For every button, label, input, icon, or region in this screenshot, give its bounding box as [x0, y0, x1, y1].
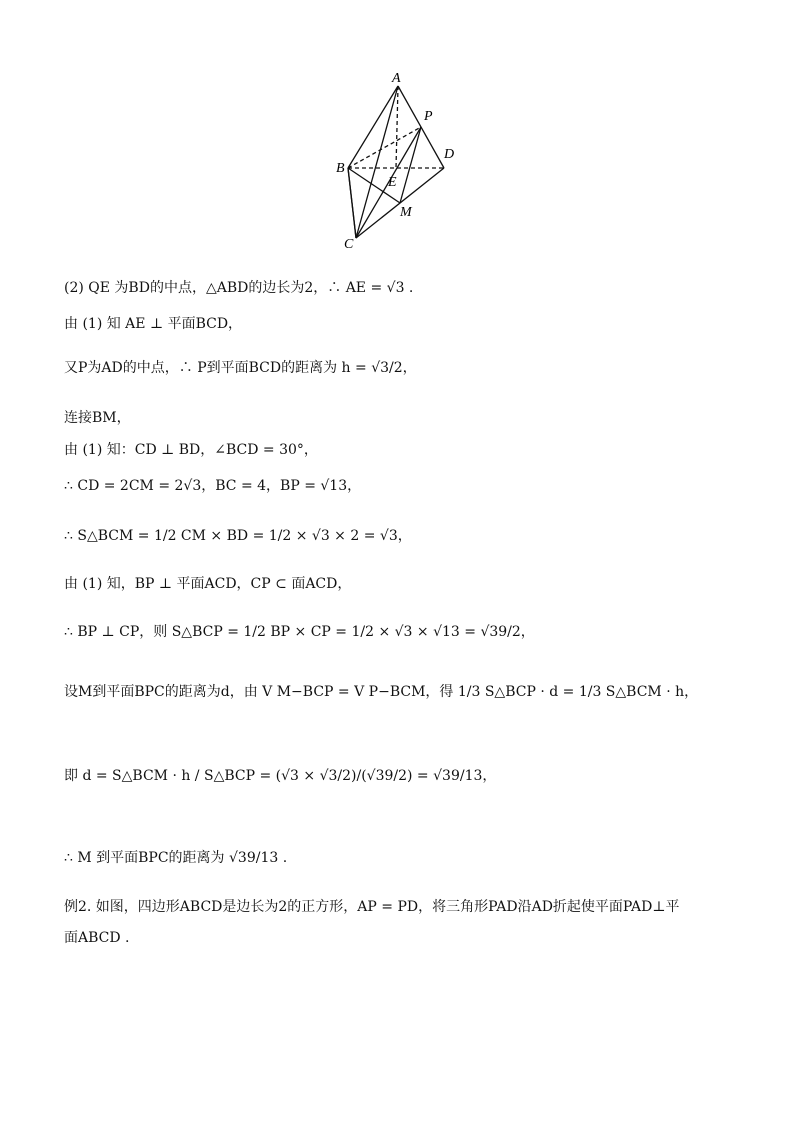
line-3: 又P为AD的中点，∴ P到平面BCD的距离为 h = √3/2， [64, 360, 417, 376]
label-M: M [400, 205, 412, 220]
line-9: ∴ BP ⊥ CP，则 S△BCP = 1/2 BP × CP = 1/2 × √3 × √13 = √39/2， [64, 624, 535, 640]
tetrahedron-figure [320, 64, 480, 254]
line-2: 由 (1) 知 AE ⊥ 平面BCD， [64, 316, 243, 332]
line-7: ∴ S△BCM = 1/2 CM × BD = 1/2 × √3 × 2 = √3， [64, 528, 412, 544]
tetrahedron-diagram [320, 64, 480, 254]
label-E: E [388, 175, 397, 190]
line-11: 即 d = S△BCM · h / S△BCP = (√3 × √3/2)/(√39/2) = √39/13， [64, 768, 497, 784]
line-8: 由 (1) 知，BP ⊥ 平面ACD，CP ⊂ 面ACD， [64, 576, 352, 592]
line-12: ∴ M 到平面BPC的距离为 √39/13 . [64, 850, 288, 866]
edge-CA [356, 86, 398, 238]
line-6: ∴ CD = 2CM = 2√3，BC = 4，BP = √13， [64, 478, 362, 494]
line-4: 连接BM， [64, 410, 131, 426]
edge-MP [400, 127, 421, 203]
line-5: 由 (1) 知：CD ⊥ BD，∠BCD = 30°， [64, 442, 318, 458]
edge-AB [348, 86, 398, 168]
line-10: 设M到平面BPC的距离为d，由 V M−BCP = V P−BCM，得 1/3 S△BCP · d = 1/3 S△BCM · h， [64, 684, 699, 700]
label-B: B [336, 161, 345, 176]
edge-BC2 [348, 168, 356, 238]
label-A: A [392, 71, 401, 86]
line-1: (2) QE 为BD的中点，△ABD的边长为2，∴ AE = √3 . [64, 280, 414, 296]
label-C: C [344, 237, 354, 252]
line-14: 面ABCD . [64, 930, 130, 946]
label-D: D [444, 147, 455, 162]
line-13: 例2. 如图，四边形ABCD是边长为2的正方形，AP = PD，将三角形PAD沿AD折起使平面PAD⊥平 [64, 899, 680, 915]
edge-AE-hidden [396, 86, 398, 168]
label-P: P [424, 109, 433, 124]
